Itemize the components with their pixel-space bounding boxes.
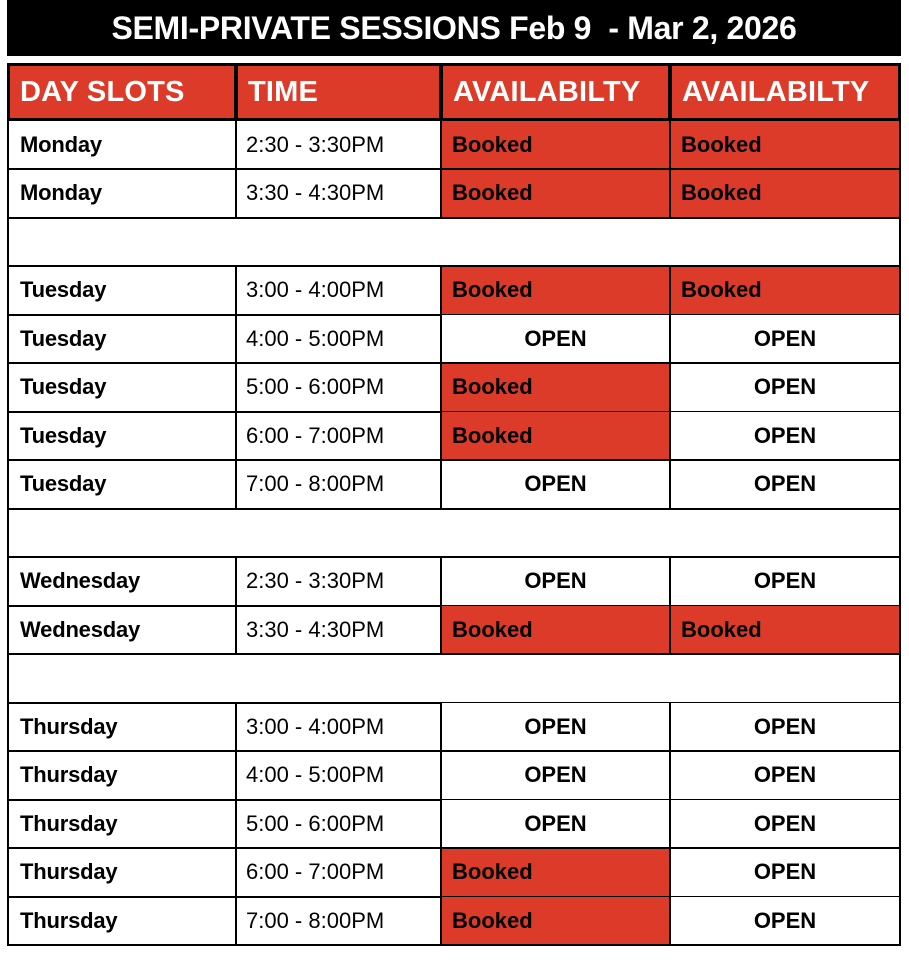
time-cell: 6:00 - 7:00PM (237, 849, 442, 898)
spacer-cell (7, 218, 901, 267)
page-title: SEMI-PRIVATE SESSIONS Feb 9 - Mar 2, 2026 (7, 0, 901, 56)
availability-cell-2: Booked (671, 121, 901, 170)
day-cell: Tuesday (7, 461, 237, 510)
table-row (7, 703, 901, 752)
day-cell: Wednesday (7, 606, 237, 655)
availability-cell-1: Booked (442, 897, 671, 946)
table-row (7, 558, 901, 607)
time-cell: 5:00 - 6:00PM (237, 364, 442, 413)
availability-cell-1: Booked (442, 170, 671, 219)
availability-cell-2: Booked (671, 267, 901, 316)
day-cell: Tuesday (7, 412, 237, 461)
availability-cell-1: Booked (442, 364, 671, 413)
availability-cell-1: OPEN (442, 703, 671, 752)
table-row (7, 412, 901, 461)
time-cell: 5:00 - 6:00PM (237, 800, 442, 849)
time-cell: 2:30 - 3:30PM (237, 121, 442, 170)
day-cell: Wednesday (7, 558, 237, 607)
time-cell: 3:30 - 4:30PM (237, 170, 442, 219)
table-row (7, 364, 901, 413)
schedule-sheet (7, 0, 901, 953)
availability-cell-2: OPEN (671, 752, 901, 801)
time-cell: 7:00 - 8:00PM (237, 461, 442, 510)
spacer-cell (7, 509, 901, 558)
header-time: TIME (235, 63, 442, 121)
availability-cell-1: Booked (442, 412, 671, 461)
table-row (7, 461, 901, 510)
availability-cell-2: OPEN (671, 897, 901, 946)
table-row (7, 170, 901, 219)
availability-cell-2: OPEN (671, 315, 901, 364)
table-header (7, 63, 901, 121)
day-cell: Tuesday (7, 315, 237, 364)
time-cell: 2:30 - 3:30PM (237, 558, 442, 607)
availability-cell-1: OPEN (442, 315, 671, 364)
time-cell: 7:00 - 8:00PM (237, 897, 442, 946)
day-cell: Thursday (7, 849, 237, 898)
day-cell: Tuesday (7, 364, 237, 413)
availability-cell-2: OPEN (671, 412, 901, 461)
table-row (7, 752, 901, 801)
table-row (7, 315, 901, 364)
table-row (7, 121, 901, 170)
availability-cell-1: Booked (442, 267, 671, 316)
availability-cell-2: OPEN (671, 461, 901, 510)
time-cell: 4:00 - 5:00PM (237, 752, 442, 801)
spacer-row (7, 655, 901, 704)
day-cell: Monday (7, 121, 237, 170)
availability-cell-1: Booked (442, 121, 671, 170)
header-availability-1: AVAILABILTY (440, 63, 671, 121)
table-row (7, 800, 901, 849)
header-day-slots: DAY SLOTS (7, 63, 237, 121)
availability-cell-2: Booked (671, 170, 901, 219)
availability-cell-1: OPEN (442, 800, 671, 849)
availability-cell-1: Booked (442, 606, 671, 655)
table-row (7, 606, 901, 655)
table-row (7, 849, 901, 898)
availability-cell-2: OPEN (671, 800, 901, 849)
time-cell: 3:00 - 4:00PM (237, 703, 442, 752)
availability-cell-1: OPEN (442, 558, 671, 607)
availability-cell-1: OPEN (442, 461, 671, 510)
table-row (7, 267, 901, 316)
day-cell: Thursday (7, 752, 237, 801)
availability-cell-1: OPEN (442, 752, 671, 801)
availability-cell-1: Booked (442, 849, 671, 898)
time-cell: 3:30 - 4:30PM (237, 606, 442, 655)
spacer-cell (7, 655, 901, 704)
day-cell: Tuesday (7, 267, 237, 316)
spacer-row (7, 509, 901, 558)
day-cell: Thursday (7, 800, 237, 849)
availability-cell-2: Booked (671, 606, 901, 655)
availability-cell-2: OPEN (671, 849, 901, 898)
availability-cell-2: OPEN (671, 558, 901, 607)
spacer-row (7, 218, 901, 267)
day-cell: Monday (7, 170, 237, 219)
day-cell: Thursday (7, 897, 237, 946)
time-cell: 4:00 - 5:00PM (237, 315, 442, 364)
table-row (7, 897, 901, 946)
availability-cell-2: OPEN (671, 703, 901, 752)
availability-cell-2: OPEN (671, 364, 901, 413)
time-cell: 6:00 - 7:00PM (237, 412, 442, 461)
time-cell: 3:00 - 4:00PM (237, 267, 442, 316)
header-availability-2: AVAILABILTY (669, 63, 901, 121)
day-cell: Thursday (7, 703, 237, 752)
